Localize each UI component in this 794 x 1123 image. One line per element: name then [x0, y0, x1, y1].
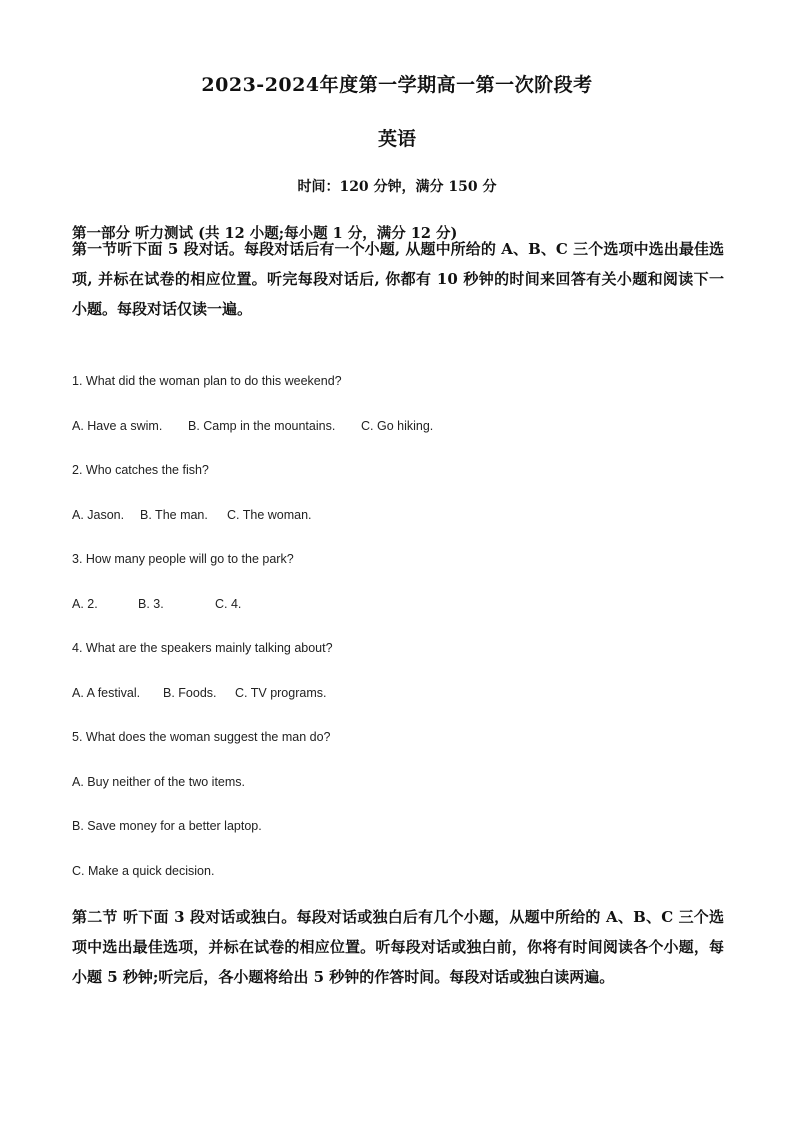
option-b: B. Save money for a better laptop.: [72, 819, 262, 833]
option-b: B. Foods.: [163, 686, 217, 700]
exam-title: 2023-2024年度第一学期高一第一次阶段考: [201, 74, 593, 96]
option-a: A. Have a swim.: [72, 419, 163, 433]
option-a: A. Jason.: [72, 508, 125, 522]
option-b: B. 3.: [138, 597, 164, 611]
option-a: A. Buy neither of the two items.: [72, 775, 245, 789]
question-4: 4. What are the speakers mainly talking about?: [72, 641, 333, 655]
option-b: B. Camp in the mountains.: [188, 419, 336, 433]
section1-instructions: 第一节听下面 5 段对话。每段对话后有一个小题, 从题中所给的 A、B、C 三个选项中选出最佳选项, 并标在试卷的相应位置。听完每段对话后, 你都有 10 秒钟的时间来回答有关小题和阅读下一小题。每段对话仅读一遍。: [72, 240, 724, 318]
option-a: A. A festival.: [72, 686, 141, 700]
time-info: 时间：120 分钟，满分 150 分: [297, 179, 497, 195]
option-c: C. TV programs.: [235, 686, 327, 700]
subject-heading: 英语: [377, 128, 416, 150]
option-c: C. 4.: [215, 597, 242, 611]
part1-heading: 第一部分 听力测试 (共 12 小题;每小题 1 分，满分 12 分): [72, 225, 458, 242]
section2-instructions: 第二节 听下面 3 段对话或独白。每段对话或独白后有几个小题，从题中所给的 A、B、C 三个选项中选出最佳选项，并标在试卷的相应位置。听每段对话或独白前，你将有时间阅读各个小题，每小题 5 秒钟;听完后，各小题将给出 5 秒钟的作答时间。每段对话或独白读两遍。: [72, 908, 724, 986]
question-1: 1. What did the woman plan to do this weekend?: [72, 374, 342, 388]
question-5: 5. What does the woman suggest the man do?: [72, 730, 331, 744]
option-c: C. The woman.: [227, 508, 312, 522]
question-2: 2. Who catches the fish?: [72, 463, 209, 477]
option-a: A. 2.: [72, 597, 98, 611]
option-b: B. The man.: [140, 508, 208, 522]
option-c: C. Make a quick decision.: [72, 864, 215, 878]
option-c: C. Go hiking.: [361, 419, 434, 433]
question-3: 3. How many people will go to the park?: [72, 552, 294, 566]
